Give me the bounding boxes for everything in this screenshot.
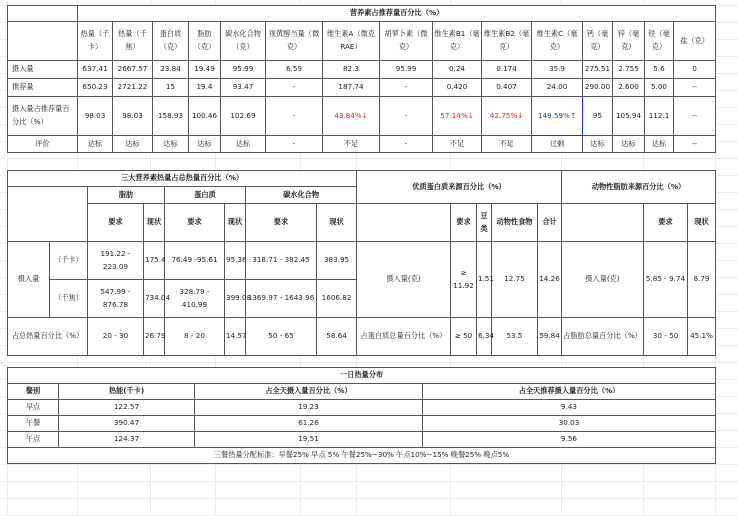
- nutrient-cell: 2.755: [613, 61, 645, 79]
- protein-intake-cell: 1.51: [477, 242, 492, 318]
- macro-percent-cell: 20 - 30: [88, 318, 144, 356]
- nutrient-cell: 93.47: [221, 79, 266, 97]
- nutrient-cell: 112.1: [645, 97, 674, 136]
- fat-cur-header: 现状: [688, 204, 716, 242]
- protein-percent-cell: 53.5: [492, 318, 538, 356]
- nutrient-cell: 达标: [78, 136, 113, 153]
- macro-percent-cell: 58.64: [317, 318, 357, 356]
- macro-unit-kj: （千焦）: [50, 280, 88, 318]
- protein-source-table: [356, 170, 562, 356]
- nutrient-cell: 95.99: [221, 61, 266, 79]
- nutrient-row: [8, 79, 716, 97]
- macro-percent-label: 占总热量百分比（%）: [8, 318, 88, 356]
- nutrient-cell: -: [380, 79, 433, 97]
- nutrient-col-header: 蛋白质（克）: [153, 22, 189, 61]
- protein-beans-header: 豆类: [477, 204, 492, 242]
- nutrient-cell: 57.14%↓: [433, 97, 482, 136]
- nutrient-cell: 290.00: [583, 79, 613, 97]
- macro-kcal-cell: 76.49 -95.61: [165, 242, 225, 280]
- nutrient-table-corner: [8, 6, 78, 22]
- daily-row: [8, 432, 716, 448]
- daily-cell-pct-rec: 9.56: [423, 432, 716, 448]
- protein-total-header: 合计: [538, 204, 562, 242]
- protein-percent-cell: 59.84: [538, 318, 562, 356]
- nutrient-row-label: 摄入量占推荐量百分比（%）: [8, 97, 78, 136]
- macro-header-blank: [8, 187, 88, 242]
- nutrient-col-header: 维生素A（微克RAE）: [323, 22, 380, 61]
- nutrient-cell: 5.00: [645, 79, 674, 97]
- macro-kcal-cell: 383.95: [317, 242, 357, 280]
- macro-kj-cell: 1606.82: [317, 280, 357, 318]
- nutrient-col-header: 热量（千卡）: [78, 22, 113, 61]
- macro-percent-cell: 26.79: [144, 318, 165, 356]
- nutrient-row: [8, 61, 716, 79]
- daily-cell-pct-intake: 61.26: [195, 416, 423, 432]
- nutrient-cell: 不足: [482, 136, 532, 153]
- daily-cell-meal: 早点: [8, 400, 59, 416]
- daily-cell-pct-intake: 19.23: [195, 400, 423, 416]
- macro-fat-req-header: 要求: [88, 204, 144, 242]
- nutrient-cell: 达标: [583, 136, 613, 153]
- grid-line: [0, 481, 738, 482]
- daily-cell-meal: 午餐: [8, 416, 59, 432]
- daily-cell-meal: 午点: [8, 432, 59, 448]
- nutrient-cell: 15: [153, 79, 189, 97]
- macro-percent-cell: 14.57: [225, 318, 246, 356]
- macro-unit-kcal: （千卡）: [50, 242, 88, 280]
- nutrient-row-label: 评价: [8, 136, 78, 153]
- macro-kcal-cell: 175.4: [144, 242, 165, 280]
- daily-cell-pct-intake: 19.51: [195, 432, 423, 448]
- daily-row: [8, 416, 716, 432]
- nutrient-col-header: 胡萝卜素（微克）: [380, 22, 433, 61]
- macro-protein-cur-header: 现状: [225, 204, 246, 242]
- fat-intake-label: 摄入量(克): [562, 242, 644, 318]
- nutrient-col-header: 视黄醇当量（微克）: [266, 22, 323, 61]
- daily-cell-kcal: 122.57: [59, 400, 195, 416]
- daily-col-header: 餐别: [8, 384, 59, 400]
- nutrient-cell: 275.51: [583, 61, 613, 79]
- protein-percent-label: 占蛋白质总量百分比（%）: [357, 318, 451, 356]
- nutrient-cell: 0.420: [433, 79, 482, 97]
- nutrient-col-header: 脂肪（克）: [189, 22, 221, 61]
- nutrient-cell: 过剩: [532, 136, 583, 153]
- nutrient-cell: 19.4: [189, 79, 221, 97]
- nutrient-cell: 19.49: [189, 61, 221, 79]
- nutrient-cell: -: [266, 97, 323, 136]
- fat-intake-cell: 8.79: [688, 242, 716, 318]
- nutrient-cell: 650.23: [78, 79, 113, 97]
- nutrient-cell: 23.84: [153, 61, 189, 79]
- nutrient-cell: --: [674, 97, 716, 136]
- nutrient-cell: 2.600: [613, 79, 645, 97]
- nutrient-cell: 达标: [153, 136, 189, 153]
- nutrient-cell: 达标: [613, 136, 645, 153]
- daily-col-header: 热能(千卡): [59, 384, 195, 400]
- macro-group-carb: 碳水化合物: [246, 187, 357, 204]
- grid-line: [0, 498, 738, 499]
- grid-line: [0, 362, 738, 363]
- nutrient-col-header: 碳水化合物（克）: [221, 22, 266, 61]
- nutrient-cell: 95: [583, 97, 613, 136]
- nutrient-col-header: 钙（毫克）: [583, 22, 613, 61]
- nutrient-cell: --: [674, 79, 716, 97]
- nutrient-col-header: 热量（千焦）: [113, 22, 153, 61]
- animal-fat-table: [561, 170, 716, 356]
- daily-table-title: 一日热量分布: [8, 368, 716, 384]
- nutrient-row: [8, 97, 716, 136]
- nutrient-cell: --: [674, 136, 716, 153]
- nutrient-cell: 98.03: [78, 97, 113, 136]
- macro-energy-table: [7, 170, 357, 356]
- daily-cell-kcal: 124.37: [59, 432, 195, 448]
- nutrient-cell: 0.407: [482, 79, 532, 97]
- protein-animal-header: 动物性食物: [492, 204, 538, 242]
- daily-footnote: 三餐热量分配标准：早餐25% 早点 5% 午餐25%~30% 午点10%~15% 晚餐25% 晚点5%: [8, 448, 716, 464]
- macro-kcal-cell: 95.36: [225, 242, 246, 280]
- nutrient-cell: 95.99: [380, 61, 433, 79]
- macro-kj-cell: 1369.97 - 1643.96: [246, 280, 317, 318]
- daily-col-header: 占全天摄入量百分比（%）: [195, 384, 423, 400]
- daily-cell-kcal: 390.47: [59, 416, 195, 432]
- nutrient-table-title: 营养素占推荐量百分比（%）: [78, 6, 716, 22]
- fat-percent-label: 占脂肪总量百分比（%）: [562, 318, 644, 356]
- macro-table-title: 三大营养素热量占总热量百分比（%）: [8, 171, 357, 187]
- nutrient-cell: 达标: [189, 136, 221, 153]
- nutrient-row: [8, 136, 716, 153]
- macro-group-fat: 脂肪: [88, 187, 165, 204]
- nutrient-cell: -: [380, 136, 433, 153]
- nutrient-col-header: 维生素B2（毫克）: [482, 22, 532, 61]
- fat-percent-cell: 45.1%: [688, 318, 716, 356]
- macro-group-protein: 蛋白质: [165, 187, 246, 204]
- protein-intake-cell: ≥ 11.92: [451, 242, 477, 318]
- nutrient-cell: 不足: [323, 136, 380, 153]
- protein-intake-label: 摄入量(克): [357, 242, 451, 318]
- nutrient-col-header: 维生素B1（毫克）: [433, 22, 482, 61]
- nutrient-table: [7, 5, 716, 153]
- nutrient-cell: 0: [674, 61, 716, 79]
- nutrient-cell: 637.41: [78, 61, 113, 79]
- fat-header-blank: [562, 204, 644, 242]
- fat-table-title: 动物性脂肪来源百分比（%）: [562, 171, 716, 204]
- macro-percent-cell: 8 - 20: [165, 318, 225, 356]
- nutrient-cell: 2721.22: [113, 79, 153, 97]
- macro-carb-cur-header: 现状: [317, 204, 357, 242]
- protein-intake-cell: 14.26: [538, 242, 562, 318]
- protein-percent-cell: ≥ 50: [451, 318, 477, 356]
- nutrient-col-header: 维生素C（毫克）: [532, 22, 583, 61]
- protein-percent-cell: 6.34: [477, 318, 492, 356]
- fat-req-header: 要求: [644, 204, 688, 242]
- daily-cell-pct-rec: 30.03: [423, 416, 716, 432]
- macro-protein-req-header: 要求: [165, 204, 225, 242]
- daily-cell-pct-rec: 9.43: [423, 400, 716, 416]
- nutrient-cell: 43.84%↓: [323, 97, 380, 136]
- nutrient-cell: 不足: [433, 136, 482, 153]
- daily-row: [8, 400, 716, 416]
- nutrient-cell: 149.59%↑: [532, 97, 583, 136]
- nutrient-cell: 42.75%↓: [482, 97, 532, 136]
- nutrient-cell: 102.69: [221, 97, 266, 136]
- grid-line: [0, 464, 738, 465]
- nutrient-cell: 98.03: [113, 97, 153, 136]
- fat-intake-cell: 5.85 - 9.74: [644, 242, 688, 318]
- macro-kj-cell: 328.79 - 410.99: [165, 280, 225, 318]
- nutrient-cell: 0.174: [482, 61, 532, 79]
- nutrient-col-header: 铁（毫克）: [645, 22, 674, 61]
- macro-percent-cell: 50 - 65: [246, 318, 317, 356]
- macro-kj-cell: 399.08: [225, 280, 246, 318]
- macro-kj-cell: 734.04: [144, 280, 165, 318]
- protein-header-blank: [357, 204, 451, 242]
- nutrient-cell: 0.24: [433, 61, 482, 79]
- nutrient-cell: 达标: [221, 136, 266, 153]
- nutrient-col-header: 锌（毫克）: [613, 22, 645, 61]
- nutrient-cell: 187.74: [323, 79, 380, 97]
- fat-percent-cell: 30 - 50: [644, 318, 688, 356]
- nutrient-cell: 35.9: [532, 61, 583, 79]
- protein-table-title: 优质蛋白质来源百分比（%）: [357, 171, 562, 204]
- protein-intake-cell: 12.75: [492, 242, 538, 318]
- nutrient-cell: 5.6: [645, 61, 674, 79]
- nutrient-cell: 6.59: [266, 61, 323, 79]
- nutrient-cell: 2667.57: [113, 61, 153, 79]
- nutrient-cell: 100.46: [189, 97, 221, 136]
- daily-col-header: 占全天推荐摄入量百分比（%）: [423, 384, 716, 400]
- nutrient-header-blank: [8, 22, 78, 61]
- nutrient-cell: 158.93: [153, 97, 189, 136]
- nutrient-row-label: 推荐量: [8, 79, 78, 97]
- nutrient-cell: 24.00: [532, 79, 583, 97]
- macro-kcal-cell: 191.22 - 223.09: [88, 242, 144, 280]
- nutrient-cell: -: [266, 136, 323, 153]
- macro-kj-cell: 547.99 - 876.78: [88, 280, 144, 318]
- nutrient-cell: 达标: [113, 136, 153, 153]
- nutrient-cell: 82.3: [323, 61, 380, 79]
- protein-req-header: 要求: [451, 204, 477, 242]
- nutrient-cell: 105.94: [613, 97, 645, 136]
- macro-carb-req-header: 要求: [246, 204, 317, 242]
- nutrient-row-label: 摄入量: [8, 61, 78, 79]
- macro-fat-cur-header: 现状: [144, 204, 165, 242]
- nutrient-col-header: 盐（克）: [674, 22, 716, 61]
- daily-energy-table: [7, 367, 716, 464]
- macro-kcal-cell: 318.71 - 382.45: [246, 242, 317, 280]
- nutrient-cell: 达标: [645, 136, 674, 153]
- nutrient-cell: -: [380, 97, 433, 136]
- nutrient-cell: -: [266, 79, 323, 97]
- macro-intake-label: 摄入量: [8, 242, 50, 318]
- grid-line: [0, 158, 738, 159]
